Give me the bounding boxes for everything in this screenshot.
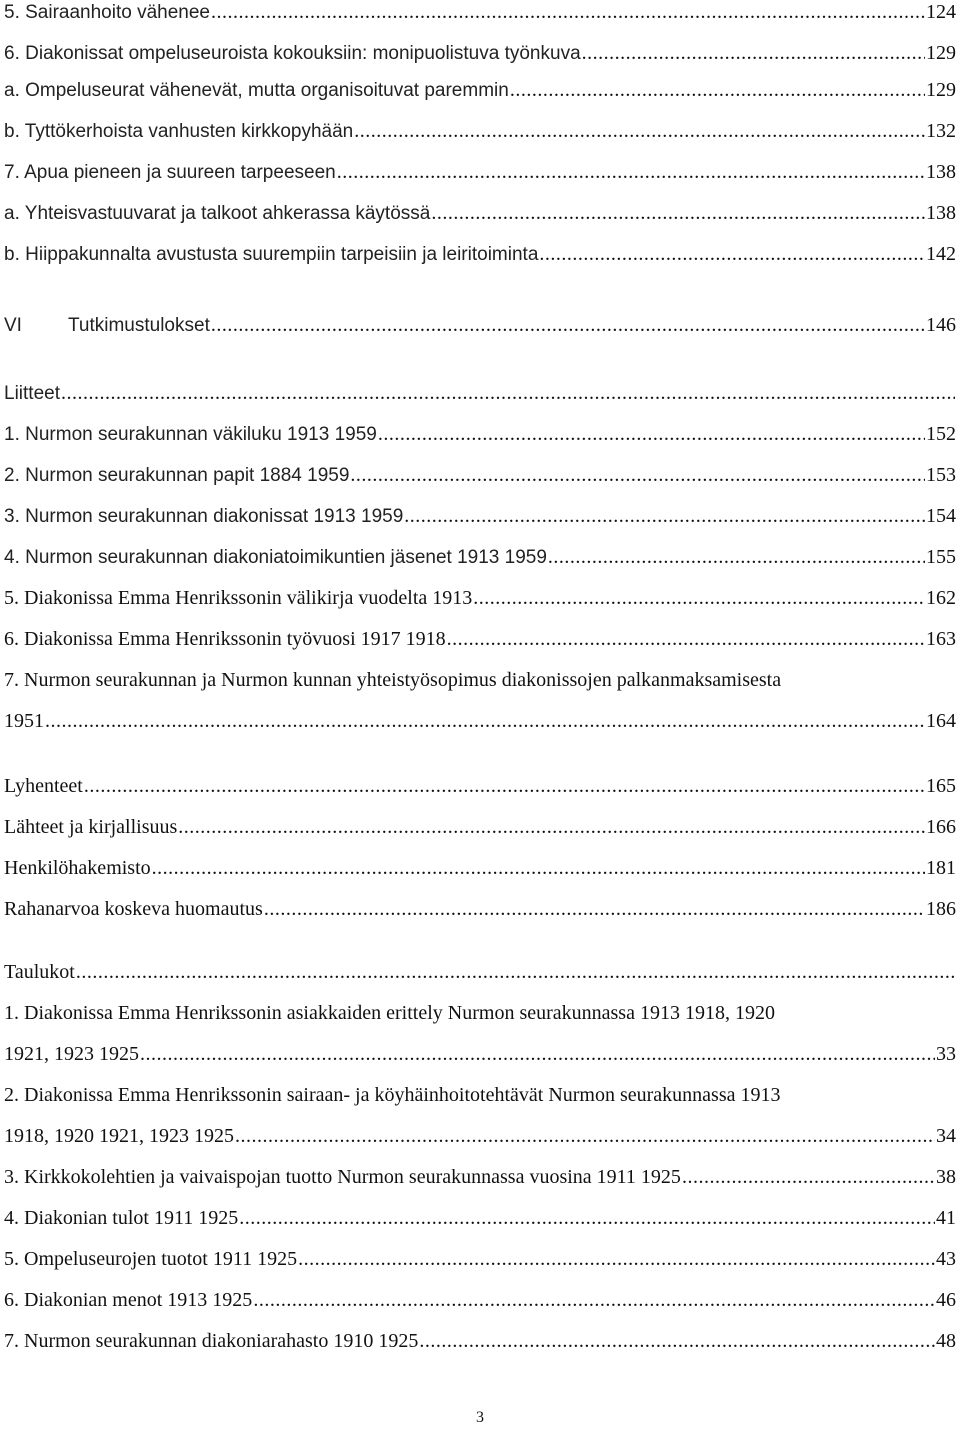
toc-entry <box>4 581 956 615</box>
toc-entry-title: 1951 <box>4 710 44 732</box>
toc-entry <box>4 196 956 230</box>
toc-entry-page: 142 <box>926 243 956 265</box>
toc-leader-dots <box>378 417 925 451</box>
toc-leader-dots <box>61 376 955 410</box>
toc-entry-page: 41 <box>936 1207 956 1229</box>
toc-entry-title: 5. Ompeluseurojen tuotot 1911 1925 <box>4 1248 298 1270</box>
toc-entry-page: 186 <box>926 898 956 920</box>
toc-leader-dots <box>152 851 925 885</box>
toc-entry <box>4 851 956 885</box>
toc-entry <box>4 769 956 803</box>
toc-leader-dots <box>45 704 925 738</box>
toc-entry-page: 129 <box>926 79 956 101</box>
toc-leader-dots <box>548 540 925 574</box>
toc-entry-title: Lyhenteet <box>4 775 83 797</box>
toc-entry <box>4 540 956 574</box>
toc-entry-title: b. Hiippakunnalta avustusta suurempiin tarpeisiin ja leiritoiminta <box>4 244 539 265</box>
toc-entry-continuation <box>4 704 956 738</box>
toc-leader-dots <box>447 622 925 656</box>
toc-leader-dots <box>84 769 925 803</box>
toc-leader-dots <box>582 36 925 70</box>
toc-heading-taulukot <box>4 955 956 989</box>
toc-entry <box>4 622 956 656</box>
toc-section-label: VI <box>4 315 22 336</box>
toc-entry <box>4 1283 956 1317</box>
toc-entry <box>4 458 956 492</box>
toc-entry <box>4 73 956 107</box>
toc-entry-title: 6. Diakonian menot 1913 1925 <box>4 1289 253 1311</box>
toc-leader-dots <box>211 0 925 29</box>
toc-leader-dots <box>539 237 925 271</box>
toc-entry-title: 7. Apua pieneen ja suureen tarpeeseen <box>4 162 336 183</box>
toc-entry-title <box>4 309 211 342</box>
toc-leader-dots <box>682 1160 935 1194</box>
toc-entry <box>4 155 956 189</box>
toc-entry-title: 4. Diakonian tulot 1911 1925 <box>4 1207 239 1229</box>
toc-entry-page: 43 <box>936 1248 956 1270</box>
toc-entry-continuation <box>4 1119 956 1153</box>
toc-entry <box>4 1242 956 1276</box>
toc-entry-page: 34 <box>936 1125 956 1147</box>
toc-entry-page: 138 <box>926 202 956 224</box>
toc-entry-page: 152 <box>926 423 956 445</box>
toc-entry <box>4 417 956 451</box>
toc-entry-page: 132 <box>926 120 956 142</box>
toc-entry-title: 2. Nurmon seurakunnan papit 1884 1959 <box>4 465 350 486</box>
toc-entry <box>4 237 956 271</box>
toc-leader-dots <box>404 499 925 533</box>
toc-entry-page: 165 <box>926 775 956 797</box>
toc-entry-page: 46 <box>936 1289 956 1311</box>
toc-entry-page: 146 <box>926 314 956 336</box>
toc-leader-dots <box>354 114 925 148</box>
toc-leader-dots <box>76 955 955 989</box>
toc-section-entry <box>4 308 956 342</box>
toc-entry-page: 129 <box>926 42 956 64</box>
toc-leader-dots <box>350 458 925 492</box>
toc-entry-title: 5. Sairaanhoito vähenee <box>4 2 210 23</box>
toc-entry-page: 138 <box>926 161 956 183</box>
toc-entry-title: 7. Nurmon seurakunnan diakoniarahasto 1910 1925 <box>4 1330 419 1352</box>
toc-entry-page: 155 <box>926 546 956 568</box>
toc-leader-dots <box>235 1119 935 1153</box>
toc-entry <box>4 499 956 533</box>
toc-leader-dots <box>239 1201 935 1235</box>
toc-heading-liitteet <box>4 376 956 410</box>
toc-entry-title: a. Ompeluseurat vähenevät, mutta organisoituvat paremmin <box>4 80 509 101</box>
toc-leader-dots <box>337 155 925 189</box>
toc-entry-continuation <box>4 1037 956 1071</box>
toc-entry <box>4 1201 956 1235</box>
toc-leader-dots <box>473 581 925 615</box>
toc-entry-page: 164 <box>926 710 956 732</box>
toc-leader-dots <box>253 1283 935 1317</box>
toc-entry-title: 7. Nurmon seurakunnan ja Nurmon kunnan yhteistyösopimus diakonissojen palkanmaksamisesta <box>4 669 782 691</box>
toc-entry <box>4 0 956 29</box>
toc-entry-title: Taulukot <box>4 961 75 983</box>
toc-entry-title: 6. Diakonissat ompeluseuroista kokouksiin: monipuolistuva työnkuva <box>4 43 581 64</box>
toc-leader-dots <box>140 1037 935 1071</box>
toc-entry-title: 1. Nurmon seurakunnan väkiluku 1913 1959 <box>4 424 377 445</box>
toc-entry-title: Lähteet ja kirjallisuus <box>4 816 178 838</box>
page-number: 3 <box>476 1409 484 1426</box>
toc-entry-page: 33 <box>936 1043 956 1065</box>
toc-entry-title: 1921, 1923 1925 <box>4 1043 139 1065</box>
toc-entry-title: 3. Nurmon seurakunnan diakonissat 1913 1959 <box>4 506 404 527</box>
toc-entry-page: 38 <box>936 1166 956 1188</box>
toc-entry-page: 48 <box>936 1330 956 1352</box>
toc-entry-first-line <box>4 996 956 1030</box>
toc-entry <box>4 114 956 148</box>
toc-entry <box>4 36 956 70</box>
toc-entry <box>4 1160 956 1194</box>
toc-entry-page: 166 <box>926 816 956 838</box>
toc-leader-dots <box>431 196 925 230</box>
toc-entry-title: 1918, 1920 1921, 1923 1925 <box>4 1125 234 1147</box>
toc-entry-title: 2. Diakonissa Emma Henrikssonin sairaan- ja köyhäinhoitotehtävät Nurmon seurakunnassa 1913 <box>4 1084 781 1106</box>
toc-entry <box>4 1324 956 1358</box>
toc-entry-title: 5. Diakonissa Emma Henrikssonin välikirja vuodelta 1913 <box>4 587 473 609</box>
toc-entry-page: 163 <box>926 628 956 650</box>
toc-leader-dots <box>510 73 925 107</box>
toc-leader-dots <box>178 810 925 844</box>
toc-entry-first-line <box>4 1078 956 1112</box>
toc-entry-title: 6. Diakonissa Emma Henrikssonin työvuosi 1917 1918 <box>4 628 446 650</box>
toc-entry-page: 162 <box>926 587 956 609</box>
toc-entry-title: 4. Nurmon seurakunnan diakoniatoimikuntien jäsenet 1913 1959 <box>4 547 547 568</box>
toc-entry-title: Liitteet <box>4 383 60 404</box>
toc-entry-title: a. Yhteisvastuuvarat ja talkoot ahkerassa käytössä <box>4 203 431 224</box>
toc-entry <box>4 810 956 844</box>
toc-entry-title: 3. Kirkkokolehtien ja vaivaispojan tuotto Nurmon seurakunnassa vuosina 1911 1925 <box>4 1166 681 1188</box>
toc-section-title: Tutkimustulokset <box>68 315 210 336</box>
toc-entry-page: 181 <box>926 857 956 879</box>
toc-entry-page: 124 <box>926 1 956 23</box>
toc-entry <box>4 892 956 926</box>
toc-entry-title: b. Tyttökerhoista vanhusten kirkkopyhään <box>4 121 354 142</box>
toc-entry-title: Henkilöhakemisto <box>4 857 151 879</box>
toc-leader-dots <box>264 892 925 926</box>
toc-entry-page: 153 <box>926 464 956 486</box>
toc-leader-dots <box>298 1242 935 1276</box>
toc-entry-first-line <box>4 663 956 697</box>
toc-leader-dots <box>419 1324 935 1358</box>
toc-entry-page: 154 <box>926 505 956 527</box>
toc-entry-title: Rahanarvoa koskeva huomautus <box>4 898 263 920</box>
toc-leader-dots <box>211 308 925 342</box>
toc-entry-title: 1. Diakonissa Emma Henrikssonin asiakkaiden erittely Nurmon seurakunnassa 1913 1918, 1920 <box>4 1002 775 1024</box>
